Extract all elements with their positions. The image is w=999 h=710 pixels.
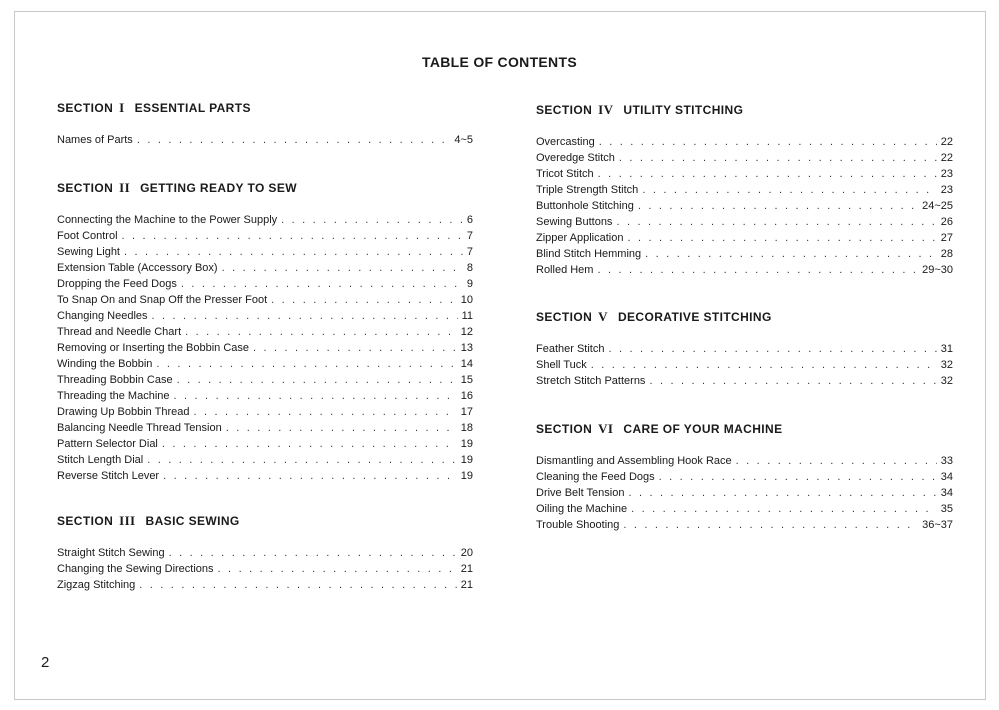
entry-page-number: 19 xyxy=(460,438,473,450)
toc-entry xyxy=(57,228,473,244)
toc-entry xyxy=(536,357,953,373)
section-label: SECTION xyxy=(536,310,593,324)
entry-page-number: 32 xyxy=(940,359,953,371)
toc-entry xyxy=(536,341,953,357)
section-heading xyxy=(536,102,953,118)
toc-entry xyxy=(57,545,473,561)
dot-leader xyxy=(177,372,457,388)
dot-leader xyxy=(645,246,937,262)
toc-entry xyxy=(57,132,473,148)
dot-leader xyxy=(598,166,937,182)
toc-entry xyxy=(536,182,953,198)
entry-page-number: 4~5 xyxy=(454,134,473,146)
toc-entry xyxy=(536,198,953,214)
entry-page-number: 19 xyxy=(460,454,473,466)
dot-leader xyxy=(631,501,937,517)
toc-entry xyxy=(57,212,473,228)
dot-leader xyxy=(271,292,457,308)
entry-page-number: 10 xyxy=(460,294,473,306)
entry-list xyxy=(57,545,473,593)
toc-entry xyxy=(536,262,953,278)
dot-leader xyxy=(659,469,937,485)
section-2 xyxy=(57,180,473,484)
dot-leader xyxy=(642,182,936,198)
entry-title: Drawing Up Bobbin Thread xyxy=(57,406,190,418)
dot-leader xyxy=(222,260,463,276)
toc-entry xyxy=(57,452,473,468)
entry-title: Reverse Stitch Lever xyxy=(57,470,160,482)
entry-title: Oiling the Machine xyxy=(536,503,628,515)
section-1 xyxy=(57,100,473,148)
toc-entry xyxy=(536,485,953,501)
entry-page-number: 15 xyxy=(460,374,473,386)
entry-title: Dismantling and Assembling Hook Race xyxy=(536,455,732,467)
entry-page-number: 34 xyxy=(940,487,953,499)
toc-entry xyxy=(57,468,473,484)
entry-title: Straight Stitch Sewing xyxy=(57,547,165,559)
section-title: GETTING READY TO SEW xyxy=(140,181,297,195)
entry-page-number: 12 xyxy=(460,326,473,338)
dot-leader xyxy=(163,468,457,484)
toc-entry xyxy=(57,292,473,308)
section-numeral: II xyxy=(119,180,131,195)
entry-title: Stretch Stitch Patterns xyxy=(536,375,646,387)
dot-leader xyxy=(124,244,463,260)
entry-title: Foot Control xyxy=(57,230,118,242)
dot-leader xyxy=(608,341,936,357)
entry-page-number: 35 xyxy=(940,503,953,515)
entry-title: Cleaning the Feed Dogs xyxy=(536,471,655,483)
section-label: SECTION xyxy=(57,181,114,195)
section-heading xyxy=(536,309,953,325)
section-title: DECORATIVE STITCHING xyxy=(617,310,772,324)
entry-page-number: 22 xyxy=(940,152,953,164)
entry-page-number: 7 xyxy=(466,230,473,242)
dot-leader xyxy=(619,150,937,166)
toc-entry xyxy=(536,373,953,389)
dot-leader xyxy=(156,356,456,372)
section-numeral: IV xyxy=(598,102,614,117)
dot-leader xyxy=(628,485,936,501)
entry-title: Overedge Stitch xyxy=(536,152,615,164)
entry-title: Rolled Hem xyxy=(536,264,594,276)
toc-entry xyxy=(57,420,473,436)
toc-entry xyxy=(57,577,473,593)
section-heading xyxy=(536,421,953,437)
entry-title: Sewing Buttons xyxy=(536,216,613,228)
entry-list xyxy=(536,341,953,389)
entry-title: Dropping the Feed Dogs xyxy=(57,278,177,290)
dot-leader xyxy=(193,404,456,420)
dot-leader xyxy=(122,228,463,244)
toc-entry xyxy=(57,340,473,356)
page-title: TABLE OF CONTENTS xyxy=(422,54,577,70)
toc-entry xyxy=(536,469,953,485)
dot-leader xyxy=(169,545,457,561)
section-label: SECTION xyxy=(536,422,593,436)
toc-entry xyxy=(536,134,953,150)
toc-entry xyxy=(57,436,473,452)
entry-page-number: 7 xyxy=(466,246,473,258)
entry-title: Zigzag Stitching xyxy=(57,579,136,591)
entry-page-number: 19 xyxy=(460,470,473,482)
entry-title: Threading Bobbin Case xyxy=(57,374,173,386)
entry-title: Blind Stitch Hemming xyxy=(536,248,642,260)
toc-entry xyxy=(57,308,473,324)
toc-entry xyxy=(57,388,473,404)
entry-page-number: 33 xyxy=(940,455,953,467)
dot-leader xyxy=(627,230,936,246)
entry-page-number: 29~30 xyxy=(922,264,953,276)
toc-entry xyxy=(536,517,953,533)
entry-page-number: 24~25 xyxy=(922,200,953,212)
dot-leader xyxy=(174,388,457,404)
section-heading xyxy=(57,100,473,116)
entry-list xyxy=(57,132,473,148)
section-heading xyxy=(57,180,473,196)
toc-entry xyxy=(57,244,473,260)
section-4 xyxy=(536,102,953,278)
entry-page-number: 21 xyxy=(460,563,473,575)
entry-page-number: 14 xyxy=(460,358,473,370)
entry-page-number: 23 xyxy=(940,184,953,196)
toc-entry xyxy=(57,356,473,372)
entry-title: Changing Needles xyxy=(57,310,148,322)
entry-title: Changing the Sewing Directions xyxy=(57,563,214,575)
section-label: SECTION xyxy=(536,103,593,117)
entry-title: Stitch Length Dial xyxy=(57,454,144,466)
entry-page-number: 20 xyxy=(460,547,473,559)
entry-title: Feather Stitch xyxy=(536,343,605,355)
entry-page-number: 36~37 xyxy=(922,519,953,531)
entry-list xyxy=(536,134,953,278)
dot-leader xyxy=(591,357,937,373)
dot-leader xyxy=(253,340,457,356)
toc-entry xyxy=(536,150,953,166)
section-numeral: V xyxy=(598,309,608,324)
entry-title: Trouble Shooting xyxy=(536,519,620,531)
toc-entry xyxy=(536,214,953,230)
section-numeral: I xyxy=(119,100,125,115)
dot-leader xyxy=(218,561,457,577)
entry-page-number: 18 xyxy=(460,422,473,434)
entry-list xyxy=(536,453,953,533)
entry-page-number: 17 xyxy=(460,406,473,418)
section-numeral: VI xyxy=(598,421,614,436)
entry-title: Balancing Needle Thread Tension xyxy=(57,422,222,434)
entry-list xyxy=(57,212,473,484)
entry-page-number: 34 xyxy=(940,471,953,483)
entry-page-number: 28 xyxy=(940,248,953,260)
entry-page-number: 6 xyxy=(466,214,473,226)
section-numeral: III xyxy=(119,513,136,528)
dot-leader xyxy=(137,132,451,148)
section-6 xyxy=(536,421,953,533)
entry-page-number: 22 xyxy=(940,136,953,148)
entry-title: Triple Strength Stitch xyxy=(536,184,639,196)
page-number: 2 xyxy=(41,654,50,671)
section-title: ESSENTIAL PARTS xyxy=(134,101,251,115)
section-title: BASIC SEWING xyxy=(145,514,240,528)
dot-leader xyxy=(147,452,457,468)
entry-title: Threading the Machine xyxy=(57,390,170,402)
section-heading xyxy=(57,513,473,529)
toc-entry xyxy=(57,561,473,577)
section-title: CARE OF YOUR MACHINE xyxy=(623,422,783,436)
dot-leader xyxy=(649,373,936,389)
entry-title: Extension Table (Accessory Box) xyxy=(57,262,218,274)
toc-entry xyxy=(536,230,953,246)
toc-entry xyxy=(536,166,953,182)
entry-page-number: 9 xyxy=(466,278,473,290)
entry-page-number: 26 xyxy=(940,216,953,228)
dot-leader xyxy=(162,436,457,452)
toc-entry xyxy=(57,260,473,276)
dot-leader xyxy=(597,262,918,278)
entry-title: Overcasting xyxy=(536,136,595,148)
dot-leader xyxy=(181,276,463,292)
entry-page-number: 23 xyxy=(940,168,953,180)
dot-leader xyxy=(616,214,936,230)
entry-page-number: 13 xyxy=(460,342,473,354)
dot-leader xyxy=(736,453,937,469)
entry-page-number: 27 xyxy=(940,232,953,244)
entry-page-number: 16 xyxy=(460,390,473,402)
dot-leader xyxy=(599,134,937,150)
entry-title: Drive Belt Tension xyxy=(536,487,625,499)
dot-leader xyxy=(623,517,918,533)
dot-leader xyxy=(185,324,457,340)
dot-leader xyxy=(226,420,457,436)
section-5 xyxy=(536,309,953,389)
toc-entry xyxy=(57,276,473,292)
toc-entry xyxy=(57,372,473,388)
entry-title: Removing or Inserting the Bobbin Case xyxy=(57,342,249,354)
toc-entry xyxy=(536,501,953,517)
toc-entry xyxy=(57,404,473,420)
entry-page-number: 21 xyxy=(460,579,473,591)
toc-entry xyxy=(536,246,953,262)
entry-title: Buttonhole Stitching xyxy=(536,200,634,212)
section-label: SECTION xyxy=(57,101,114,115)
section-3 xyxy=(57,513,473,593)
entry-title: Thread and Needle Chart xyxy=(57,326,182,338)
toc-entry xyxy=(57,324,473,340)
entry-title: Shell Tuck xyxy=(536,359,587,371)
entry-page-number: 32 xyxy=(940,375,953,387)
dot-leader xyxy=(638,198,918,214)
entry-title: Names of Parts xyxy=(57,134,133,146)
entry-title: Zipper Application xyxy=(536,232,624,244)
dot-leader xyxy=(139,577,456,593)
dot-leader xyxy=(152,308,458,324)
entry-title: Pattern Selector Dial xyxy=(57,438,158,450)
entry-page-number: 8 xyxy=(466,262,473,274)
entry-title: Tricot Stitch xyxy=(536,168,594,180)
entry-title: To Snap On and Snap Off the Presser Foot xyxy=(57,294,268,306)
toc-entry xyxy=(536,453,953,469)
entry-page-number: 11 xyxy=(461,310,473,322)
entry-title: Connecting the Machine to the Power Supply xyxy=(57,214,278,226)
entry-title: Winding the Bobbin xyxy=(57,358,153,370)
section-label: SECTION xyxy=(57,514,114,528)
dot-leader xyxy=(281,212,463,228)
section-title: UTILITY STITCHING xyxy=(623,103,744,117)
entry-page-number: 31 xyxy=(940,343,953,355)
entry-title: Sewing Light xyxy=(57,246,120,258)
